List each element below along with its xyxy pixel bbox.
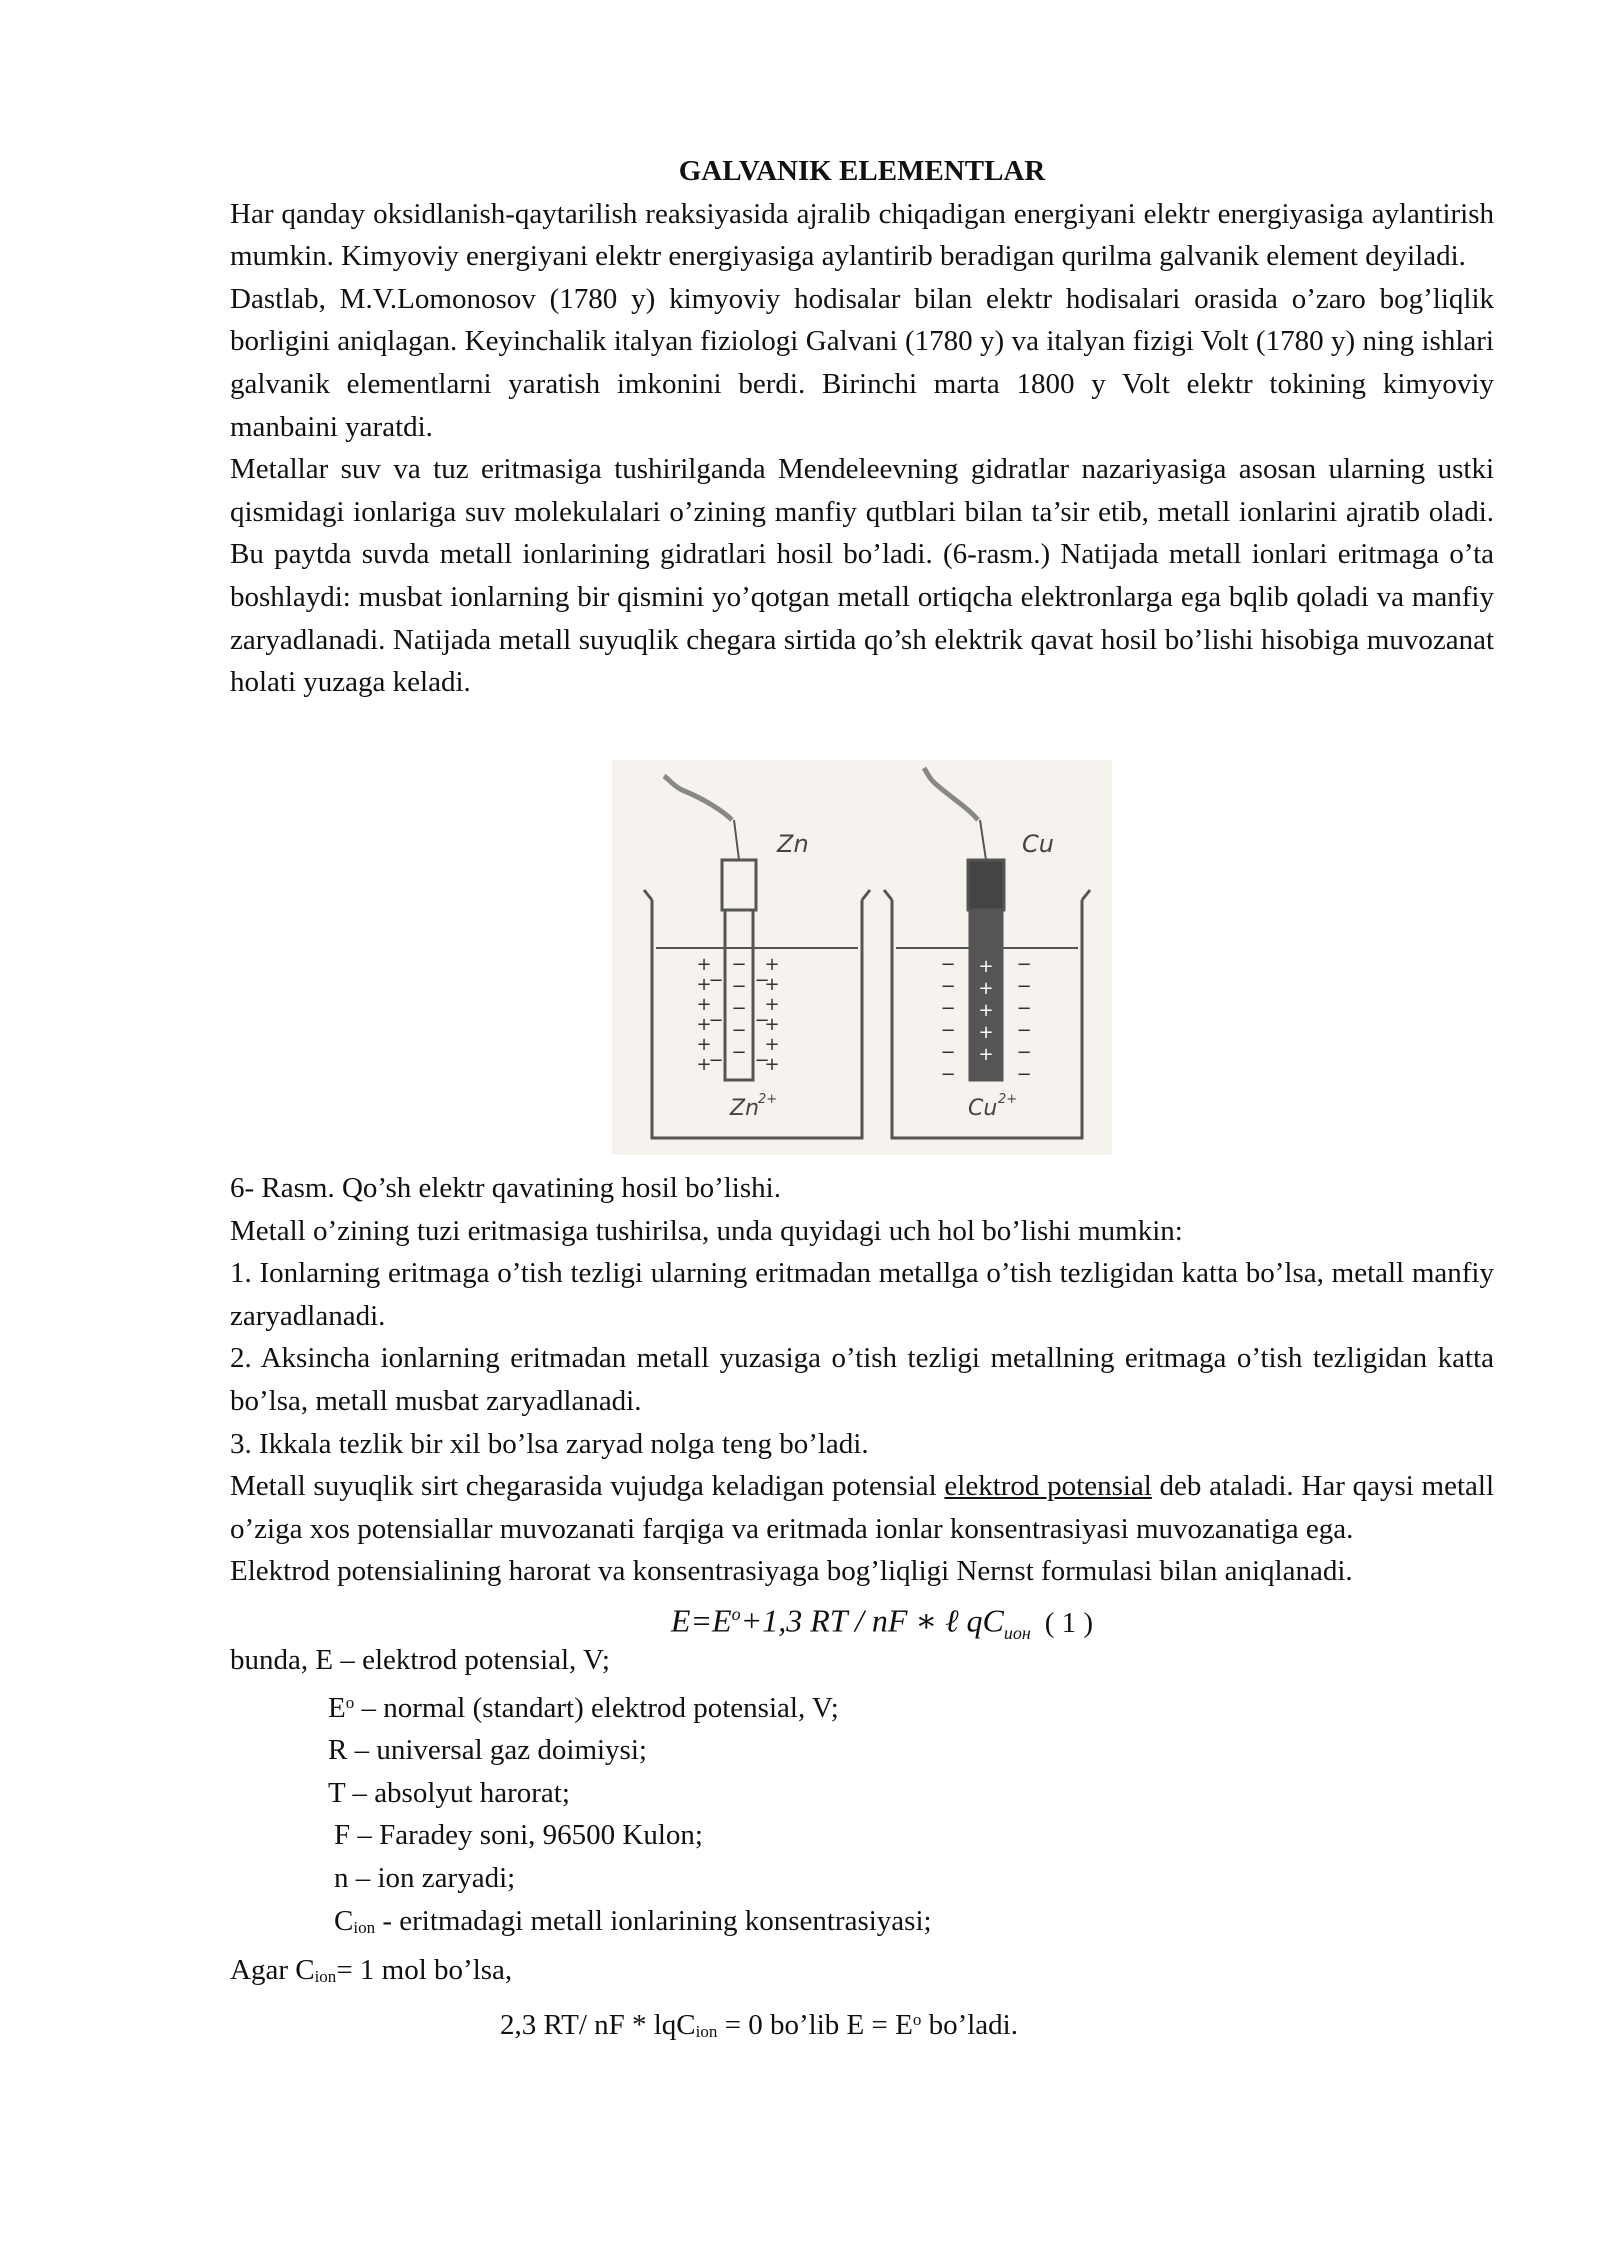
upper-text-block (230, 150, 1494, 704)
cu-ion-charge: 2+ (998, 1092, 1018, 1107)
svg-text:+: + (978, 1044, 994, 1065)
figure-6-double-layer (612, 760, 1112, 1155)
elektrod-potensial-term: elektrod potensial (944, 1470, 1152, 1503)
svg-text:+: + (764, 1014, 780, 1035)
lower-text-block (230, 1167, 1494, 2053)
svg-text:+: + (696, 1034, 712, 1055)
svg-text:−: − (940, 954, 956, 975)
svg-text:−: − (1016, 954, 1032, 975)
cases-intro: Metall o’zining tuzi eritmasiga tushirilsa, unda quyidagi uch hol bo’lishi mumkin: (230, 1214, 1183, 1247)
svg-text:−: − (940, 1020, 956, 1041)
case-2: 2. Aksincha ionlarning eritmadan metall yuzasiga o’tish tezligi metallning eritmaga o’tish tezligidan katta bo’lsa, metall musbat zaryadlanadi. (230, 1342, 1494, 1417)
def-f: F – Faradey soni, 96500 Kulon; (334, 1819, 703, 1852)
def-r: R – universal gaz doimiysi; (328, 1734, 647, 1767)
svg-text:−: − (1016, 1020, 1032, 1041)
svg-text:−: − (940, 1042, 956, 1063)
cu-ion-label: Cu (968, 1096, 998, 1121)
zn-electrode-label: Zn (777, 830, 809, 858)
svg-text:−: − (1016, 998, 1032, 1019)
def-e0: $E^o$ – normal (standart) elektrod potensial, V; (328, 1691, 839, 1724)
svg-text:−: − (731, 1020, 747, 1041)
svg-text:−: − (708, 1010, 724, 1031)
paragraph-1: Har qanday oksidlanish-qaytarilish reaksiyasida ajralib chiqadigan energiyani elektr energiyasiga aylantirish mumkin. Kimyoviy energiyani elektr energiyasiga aylantirib beradigan qurilma galvanik element deyiladi. (230, 197, 1494, 273)
svg-text:+: + (978, 978, 994, 999)
svg-text:+: + (696, 974, 712, 995)
svg-text:−: − (1016, 976, 1032, 997)
svg-text:+: + (978, 1000, 994, 1021)
zn-ion-label: Zn (730, 1096, 760, 1121)
svg-text:−: − (940, 1064, 956, 1085)
nernst-formula: $E=E^o+1,3$ RT / nF ∗ ℓ $qC_{ион}$ ( 1 ) (670, 1602, 1094, 1643)
figure-caption: 6- Rasm. Qo’sh elektr qavatining hosil bo’lishi. (230, 1172, 781, 1204)
svg-text:+: + (764, 974, 780, 995)
document-title: GALVANIK ELEMENTLAR (678, 155, 1046, 187)
svg-text:−: − (1016, 1064, 1032, 1085)
def-c-ion: $C_{ion}$ - eritmadagi metall ionlarining konsentrasiyasi; (334, 1904, 932, 1937)
paragraph-2: Dastlab, M.V.Lomonosov (1780 y) kimyoviy hodisalar bilan elektr hodisalari orasida o’zaro bog’liqlik borligini aniqlagan. Keyinchalik italyan fiziologi Galvani (1780 y) va italyan fizigi Volt (1780 y) ning ishlari galvanik elementlarni yaratish imkonini berdi. Birinchi marta 1800 y Volt elektr tokining kimyoviy manbaini yaratdi. (230, 282, 1494, 443)
svg-text:+: + (696, 1014, 712, 1035)
agar-line: Agar $C_{ion}= 1$ mol bo’lsa, (230, 1954, 513, 1987)
nernst-intro: Elektrod potensialining harorat va konsentrasiyaga bog’liqligi Nernst formulasi bilan aniqlanadi. (230, 1555, 1353, 1588)
final-equation: 2,3 RT/ nF * lqC$_{ion}$ = 0 bo’lib $E = E^o$ bo’ladi. (500, 2008, 1018, 2041)
svg-text:+: + (764, 954, 780, 975)
potential-paragraph: Metall suyuqlik sirt chegarasida vujudga keladigan potensial elektrod potensial deb ataladi. Har qaysi metall o’ziga xos potensiallar muvozanati farqiga va eritmada ionlar konsentrasiyasi muvozanatiga ega. (230, 1470, 1494, 1545)
svg-text:+: + (696, 1054, 712, 1075)
paragraph-3: Metallar suv va tuz eritmasiga tushirilganda Mendeleevning gidratlar nazariyasiga asosan ularning ustki qismidagi ionlariga suv molekulalari o’zining manfiy qutblari bilan ta’sir etib, metall ionlarini ajratib oladi. Bu paytda suvda metall ionlarining gidratlari hosil bo’ladi. (6-rasm.) Natijada metall ionlari eritmaga o’ta boshlaydi: musbat ionlarning bir qismini yo’qotgan metall ortiqcha elektronlarga ega bqlib qoladi va manfiy zaryadlanadi. Natijada metall suyuqlik chegara sirtida qo’sh elektrik qavat hosil bo’lishi hisobiga muvozanat holati yuzaga keladi. (230, 453, 1494, 699)
svg-text:+: + (978, 956, 994, 977)
svg-text:−: − (940, 998, 956, 1019)
svg-text:−: − (754, 1050, 770, 1071)
svg-text:−: − (754, 1010, 770, 1031)
svg-text:−: − (708, 970, 724, 991)
svg-text:+: + (764, 1054, 780, 1075)
case-1: 1. Ionlarning eritmaga o’tish tezligi ularning eritmadan metallga o’tish tezligidan katta bo’lsa, metall manfiy zaryadlanadi. (230, 1257, 1494, 1332)
svg-text:−: − (754, 970, 770, 991)
svg-text:−: − (1016, 1042, 1032, 1063)
svg-text:+: + (978, 1022, 994, 1043)
svg-text:−: − (731, 954, 747, 975)
svg-text:−: − (731, 976, 747, 997)
beakers-illustration (612, 760, 1112, 1155)
svg-text:+: + (696, 954, 712, 975)
case-3: 3. Ikkala tezlik bir xil bo’lsa zaryad nolga teng bo’ladi. (230, 1427, 869, 1460)
svg-text:−: − (731, 1042, 747, 1063)
def-n: n – ion zaryadi; (334, 1861, 516, 1894)
formula-number: ( 1 ) (1044, 1606, 1094, 1639)
svg-text:+: + (764, 1034, 780, 1055)
zn-ion-charge: 2+ (758, 1092, 778, 1107)
def-e: bunda, E – elektrod potensial, V; (230, 1643, 610, 1676)
svg-text:+: + (696, 994, 712, 1015)
svg-text:−: − (708, 1050, 724, 1071)
cu-electrode-label: Cu (1022, 830, 1054, 858)
svg-text:−: − (940, 976, 956, 997)
svg-text:+: + (764, 994, 780, 1015)
def-t: T – absolyut harorat; (328, 1776, 570, 1809)
svg-text:−: − (731, 998, 747, 1019)
